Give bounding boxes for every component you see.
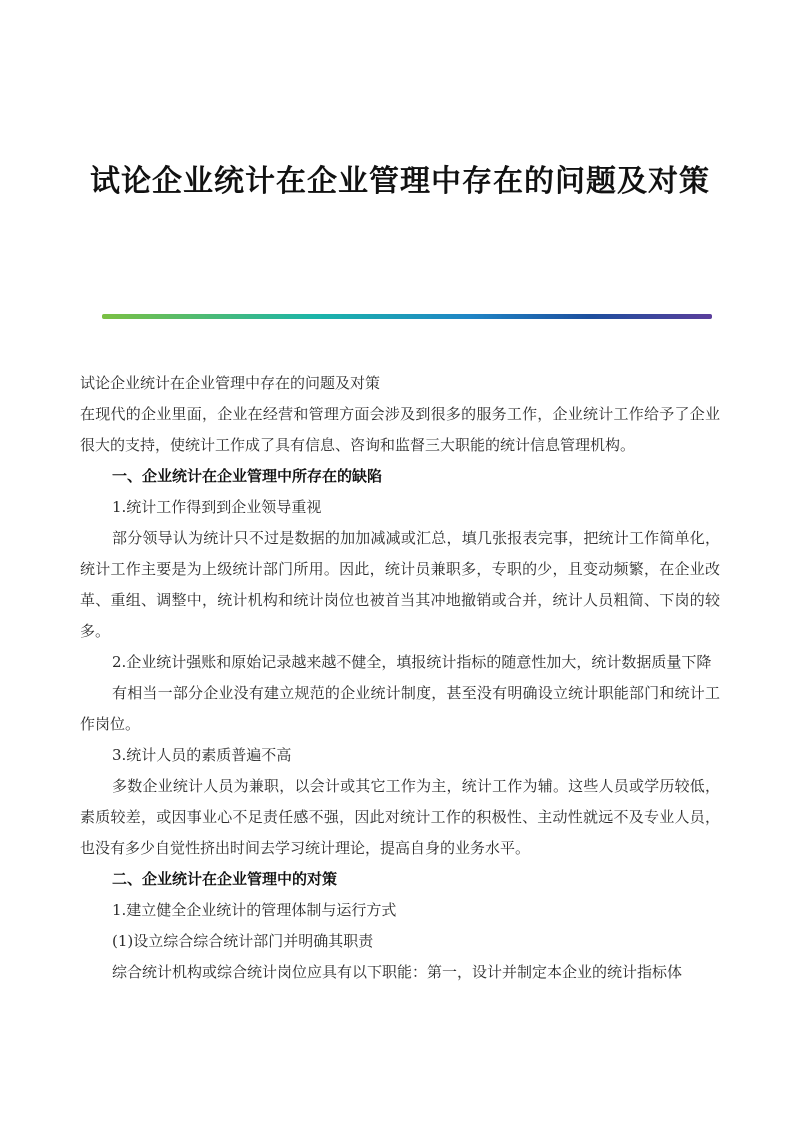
section-heading-1: 一、企业统计在企业管理中所存在的缺陷: [112, 467, 383, 485]
subheading-2-1: 1.建立健全企业统计的管理体制与运行方式: [112, 901, 397, 919]
subheading-1-2: 2.企业统计强账和原始记录越来越不健全，填报统计指标的随意性加大，统计数据质量下降: [112, 653, 712, 671]
paragraph: 部分领导认为统计只不过是数据的加加减减或汇总，填几张报表完事，把统计工作简单化，统计工作主要是为上级统计部门所用。因此，统计员兼职多，专职的少，且变动频繁，在企业改革、重组、调整中，统计机构和统计岗位也被首当其冲地撤销或合并，统计人员粗简、下岗的较多。: [80, 529, 720, 640]
paragraph: 综合统计机构或综合统计岗位应具有以下职能：第一，设计并制定本企业的统计指标体: [112, 963, 683, 981]
document-title: 试论企业统计在企业管理中存在的问题及对策: [90, 164, 710, 199]
paragraph-doc-name: 试论企业统计在企业管理中存在的问题及对策: [80, 374, 381, 392]
subheading-1-3: 3.统计人员的素质普遍不高: [112, 746, 292, 764]
paragraph: 有相当一部分企业没有建立规范的企业统计制度，甚至没有明确设立统计职能部门和统计工作岗位。: [80, 684, 720, 733]
paragraph: 多数企业统计人员为兼职，以会计或其它工作为主，统计工作为辅。这些人员或学历较低，素质较差，或因事业心不足责任感不强，因此对统计工作的积极性、主动性就远不及专业人员，也没有多少自觉性挤出时间去学习统计理论，提高自身的业务水平。: [80, 777, 720, 857]
subheading-1-1: 1.统计工作得到到企业领导重视: [112, 498, 322, 516]
section-heading-2: 二、企业统计在企业管理中的对策: [112, 870, 338, 888]
paragraph-intro: 在现代的企业里面，企业在经营和管理方面会涉及到很多的服务工作，企业统计工作给予了企业很大的支持，使统计工作成了具有信息、咨询和监督三大职能的统计信息管理机构。: [80, 405, 720, 454]
document-body: [80, 368, 720, 988]
subheading-2-1-1: (1)设立综合综合统计部门并明确其职责: [112, 932, 374, 950]
title-divider: [102, 314, 712, 319]
